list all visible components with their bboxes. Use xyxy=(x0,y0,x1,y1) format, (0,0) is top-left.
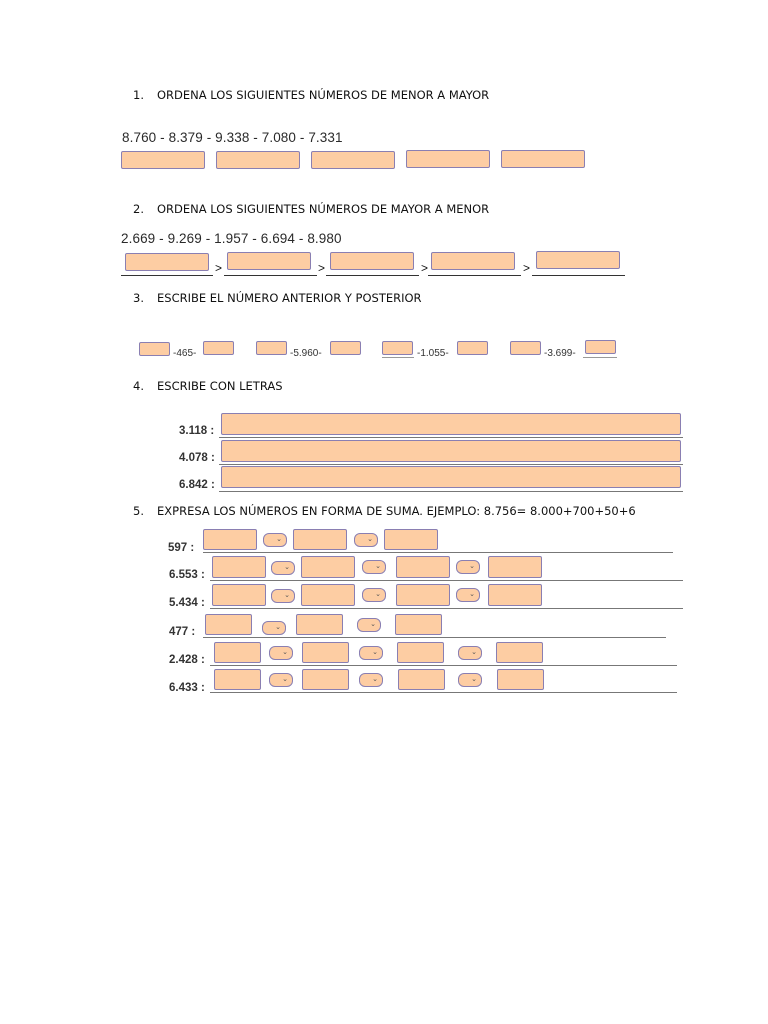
operator-dropdown[interactable] xyxy=(269,646,293,660)
order-desc-input-5[interactable] xyxy=(536,251,620,269)
chevron-down-icon: ⌄ xyxy=(276,536,282,543)
words-input-3[interactable] xyxy=(221,466,681,488)
chevron-down-icon: ⌄ xyxy=(372,649,378,656)
number-label: 6.553 : xyxy=(169,569,205,581)
order-input-4[interactable] xyxy=(406,150,490,168)
number-label: 477 : xyxy=(169,626,196,638)
answer-line xyxy=(210,580,683,581)
section-5-heading: 5. EXPRESA LOS NÚMEROS EN FORMA DE SUMA. EJEMPLO: 8.756= 8.000+700+50+6 xyxy=(133,504,636,518)
words-input-1[interactable] xyxy=(221,413,681,435)
operator-dropdown[interactable] xyxy=(362,588,386,602)
answer-line xyxy=(219,464,683,465)
operator-dropdown[interactable] xyxy=(354,533,378,547)
next-number-input-3[interactable] xyxy=(457,341,488,355)
sum-input[interactable] xyxy=(488,556,542,578)
chevron-down-icon: ⌄ xyxy=(275,624,281,631)
chevron-down-icon: ⌄ xyxy=(284,592,290,599)
sum-input[interactable] xyxy=(496,642,543,663)
operator-dropdown[interactable] xyxy=(263,533,287,547)
number-label: 6.433 : xyxy=(169,682,205,694)
chevron-down-icon: ⌄ xyxy=(282,676,288,683)
number-label: 597 : xyxy=(168,542,195,554)
chevron-down-icon: ⌄ xyxy=(282,649,288,656)
operator-dropdown[interactable] xyxy=(362,560,386,574)
sum-input[interactable] xyxy=(214,642,261,663)
answer-line xyxy=(210,692,677,693)
section-4-heading: 4. ESCRIBE CON LETRAS xyxy=(133,379,283,393)
previous-number-input-4[interactable] xyxy=(510,341,541,355)
section-1-heading: 1. ORDENA LOS SIGUIENTES NÚMEROS DE MENOR A MAYOR xyxy=(133,88,490,102)
number-label: 2.428 : xyxy=(169,654,205,666)
operator-dropdown[interactable] xyxy=(271,589,295,603)
sum-input[interactable] xyxy=(212,556,266,578)
previous-number-input-3[interactable] xyxy=(382,341,413,355)
order-desc-input-1[interactable] xyxy=(125,253,209,271)
number-label: 6.842 : xyxy=(179,479,215,491)
sum-input[interactable] xyxy=(302,669,349,690)
operator-dropdown[interactable] xyxy=(456,588,480,602)
sum-input[interactable] xyxy=(396,584,450,606)
number-label: 3.118 : xyxy=(179,425,215,437)
sum-input[interactable] xyxy=(205,614,252,635)
order-input-1[interactable] xyxy=(121,151,205,169)
answer-line xyxy=(210,665,677,666)
sum-input[interactable] xyxy=(497,669,544,690)
operator-dropdown[interactable] xyxy=(456,560,480,574)
answer-line xyxy=(121,275,213,276)
previous-number-input-2[interactable] xyxy=(256,341,287,355)
order-input-2[interactable] xyxy=(216,151,300,169)
operator-dropdown[interactable] xyxy=(458,673,482,687)
previous-number-input-1[interactable] xyxy=(139,342,170,356)
chevron-down-icon: ⌄ xyxy=(367,536,373,543)
reference-number: -1.055- xyxy=(417,348,449,359)
answer-line xyxy=(532,275,625,276)
chevron-down-icon: ⌄ xyxy=(471,649,477,656)
operator-dropdown[interactable] xyxy=(359,646,383,660)
order-desc-input-3[interactable] xyxy=(330,252,414,270)
sum-input[interactable] xyxy=(212,584,266,606)
number-label: 4.078 : xyxy=(179,452,215,464)
sum-input[interactable] xyxy=(203,529,257,550)
answer-line xyxy=(203,552,673,553)
answer-line xyxy=(219,437,683,438)
reference-number: -3.699- xyxy=(544,348,576,359)
chevron-down-icon: ⌄ xyxy=(284,564,290,571)
reference-number: -5.960- xyxy=(290,348,322,359)
chevron-down-icon: ⌄ xyxy=(372,676,378,683)
sum-input[interactable] xyxy=(488,584,542,606)
greater-than-sign: > xyxy=(523,261,531,275)
greater-than-sign: > xyxy=(421,261,429,275)
chevron-down-icon: ⌄ xyxy=(469,591,475,598)
order-input-5[interactable] xyxy=(501,150,585,168)
words-input-2[interactable] xyxy=(221,440,681,462)
answer-line xyxy=(224,275,317,276)
section-3-heading: 3. ESCRIBE EL NÚMERO ANTERIOR Y POSTERIOR xyxy=(133,291,422,305)
chevron-down-icon: ⌄ xyxy=(370,621,376,628)
operator-dropdown[interactable] xyxy=(357,618,381,632)
answer-line xyxy=(210,608,683,609)
answer-line xyxy=(219,491,683,492)
chevron-down-icon: ⌄ xyxy=(375,591,381,598)
operator-dropdown[interactable] xyxy=(269,673,293,687)
sum-input[interactable] xyxy=(293,529,347,550)
order-desc-input-4[interactable] xyxy=(431,252,515,270)
sum-input[interactable] xyxy=(395,614,442,635)
chevron-down-icon: ⌄ xyxy=(471,676,477,683)
sum-input[interactable] xyxy=(214,669,261,690)
answer-line xyxy=(326,275,419,276)
operator-dropdown[interactable] xyxy=(271,561,295,575)
section-2-heading: 2. ORDENA LOS SIGUIENTES NÚMEROS DE MAYOR A MENOR xyxy=(133,202,490,216)
next-number-input-2[interactable] xyxy=(330,341,361,355)
operator-dropdown[interactable] xyxy=(262,621,286,635)
operator-dropdown[interactable] xyxy=(458,646,482,660)
next-number-input-1[interactable] xyxy=(203,341,234,355)
greater-than-sign: > xyxy=(318,261,326,275)
sum-input[interactable] xyxy=(397,642,444,663)
next-number-input-4[interactable] xyxy=(585,340,616,354)
sum-input[interactable] xyxy=(301,584,355,606)
sum-input[interactable] xyxy=(296,614,343,635)
order-desc-input-2[interactable] xyxy=(227,252,311,270)
sum-input[interactable] xyxy=(396,556,450,578)
sum-input[interactable] xyxy=(301,556,355,578)
answer-line xyxy=(428,275,521,276)
sum-input[interactable] xyxy=(398,669,445,690)
answer-line xyxy=(583,357,617,358)
sum-input[interactable] xyxy=(302,642,349,663)
order-input-3[interactable] xyxy=(311,151,395,169)
reference-number: -465- xyxy=(173,348,197,359)
operator-dropdown[interactable] xyxy=(359,673,383,687)
chevron-down-icon: ⌄ xyxy=(375,563,381,570)
sum-input[interactable] xyxy=(384,529,438,550)
section-2-sequence: 2.669 - 9.269 - 1.957 - 6.694 - 8.980 xyxy=(121,231,342,246)
greater-than-sign: > xyxy=(215,261,223,275)
number-label: 5.434 : xyxy=(169,597,205,609)
answer-line xyxy=(203,637,666,638)
chevron-down-icon: ⌄ xyxy=(469,563,475,570)
answer-line xyxy=(382,357,414,358)
section-1-sequence: 8.760 - 8.379 - 9.338 - 7.080 - 7.331 xyxy=(122,130,343,145)
